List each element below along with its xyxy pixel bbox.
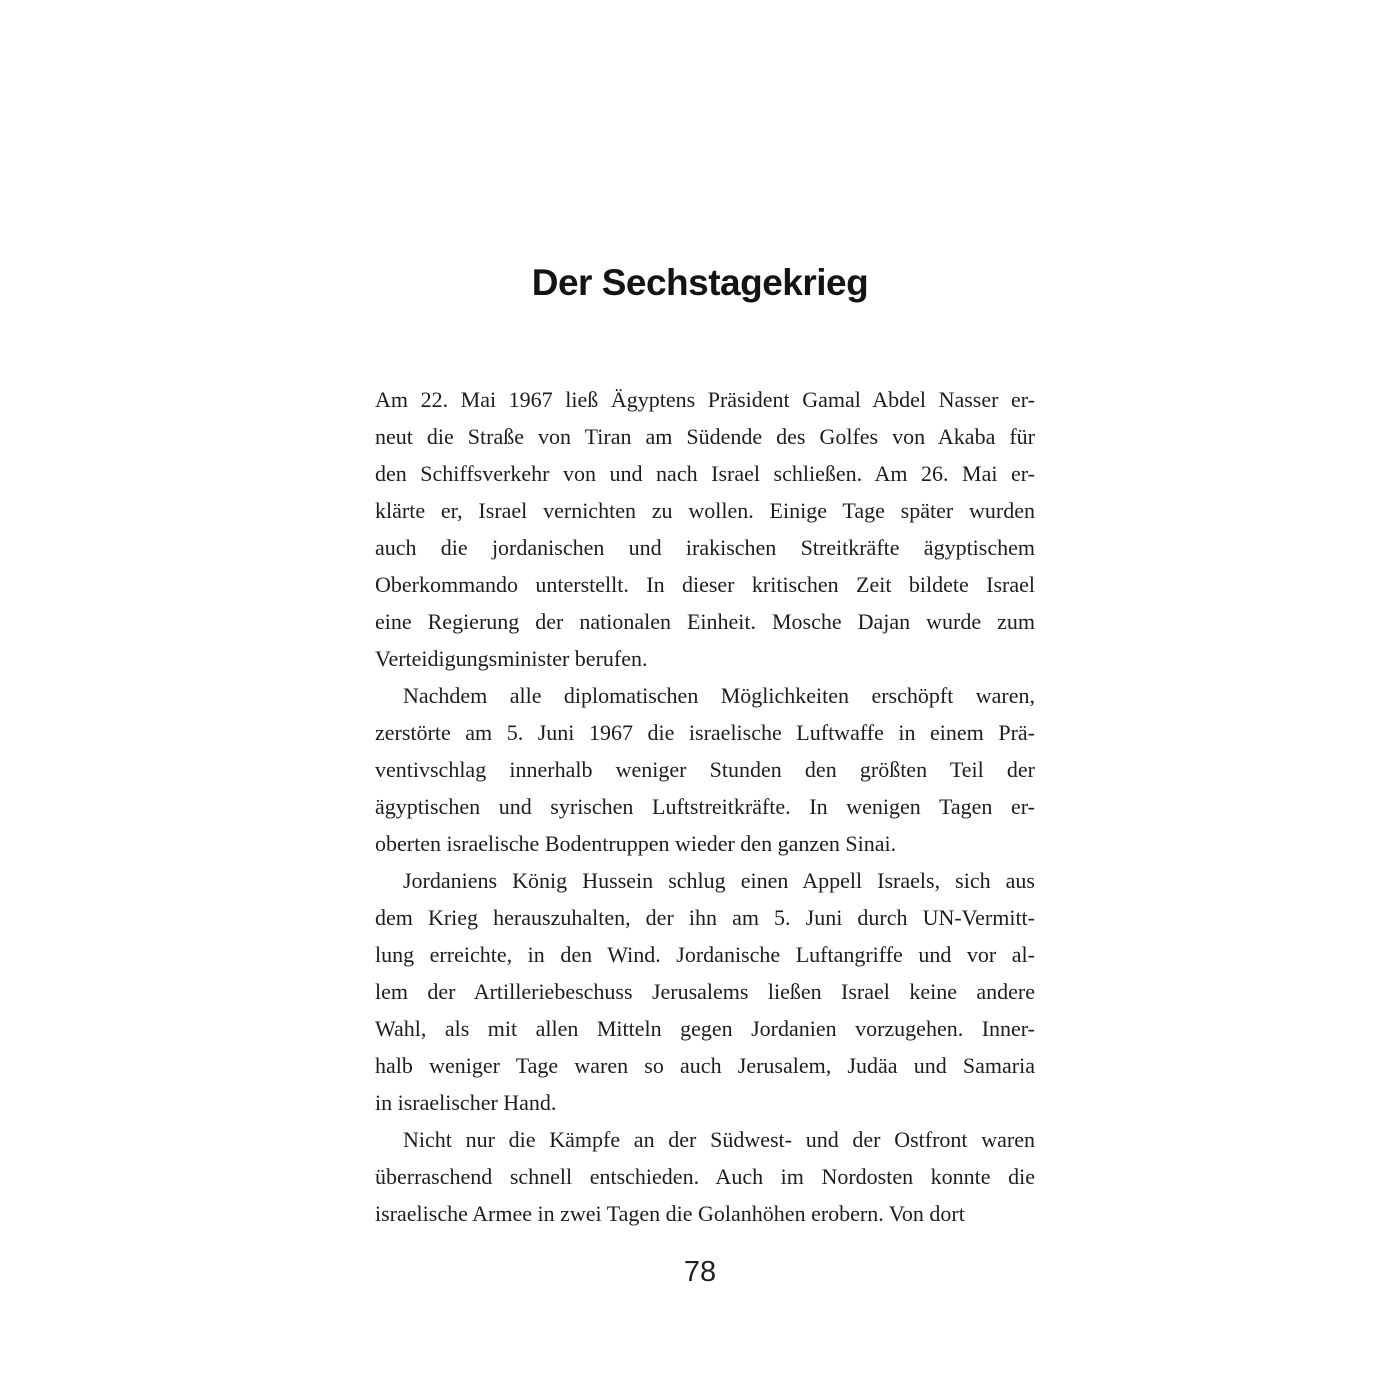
text-line: überraschend schnell entschieden. Auch im Nordosten konnte die [375, 1164, 1035, 1189]
text-line: ventivschlag innerhalb weniger Stunden den größten Teil der [375, 757, 1035, 782]
text-line: oberten israelische Bodentruppen wieder den ganzen Sinai. [375, 831, 897, 856]
text-line: eine Regierung der nationalen Einheit. Mosche Dajan wurde zum [375, 609, 1035, 634]
text-line: Verteidigungsminister berufen. [375, 646, 648, 671]
text-line: Oberkommando unterstellt. In dieser kritischen Zeit bildete Israel [375, 572, 1035, 597]
chapter-title: Der Sechstagekrieg [531, 262, 869, 303]
text-line: israelische Armee in zwei Tagen die Golanhöhen erobern. Von dort [375, 1201, 965, 1226]
text-line: Jordaniens König Hussein schlug einen Appell Israels, sich aus [403, 868, 1035, 893]
text-line: ägyptischen und syrischen Luftstreitkräfte. In wenigen Tagen er- [375, 794, 1035, 819]
text-line: in israelischer Hand. [375, 1090, 557, 1115]
text-line: neut die Straße von Tiran am Südende des Golfes von Akaba für [375, 424, 1035, 449]
text-line: den Schiffsverkehr von und nach Israel schließen. Am 26. Mai er- [375, 461, 1035, 486]
text-line: Nicht nur die Kämpfe an der Südwest- und der Ostfront waren [403, 1127, 1035, 1152]
text-line: lem der Artilleriebeschuss Jerusalems ließen Israel keine andere [375, 979, 1035, 1004]
text-line: Wahl, als mit allen Mitteln gegen Jordanien vorzugehen. Inner- [375, 1016, 1035, 1041]
text-line: klärte er, Israel vernichten zu wollen. Einige Tage später wurden [375, 498, 1035, 523]
text-line: auch die jordanischen und irakischen Streitkräfte ägyptischem [375, 535, 1035, 560]
text-line: Am 22. Mai 1967 ließ Ägyptens Präsident Gamal Abdel Nasser er- [375, 387, 1035, 412]
text-line: zerstörte am 5. Juni 1967 die israelische Luftwaffe in einem Prä- [375, 720, 1035, 745]
text-line: dem Krieg herauszuhalten, der ihn am 5. Juni durch UN-Vermitt- [375, 905, 1035, 930]
page-number: 78 [683, 1256, 717, 1288]
text-line: lung erreichte, in den Wind. Jordanische Luftangriffe und vor al- [375, 942, 1035, 967]
text-line: halb weniger Tage waren so auch Jerusalem, Judäa und Samaria [375, 1053, 1035, 1078]
text-line: Nachdem alle diplomatischen Möglichkeiten erschöpft waren, [403, 683, 1035, 708]
page-body [375, 381, 1035, 1232]
